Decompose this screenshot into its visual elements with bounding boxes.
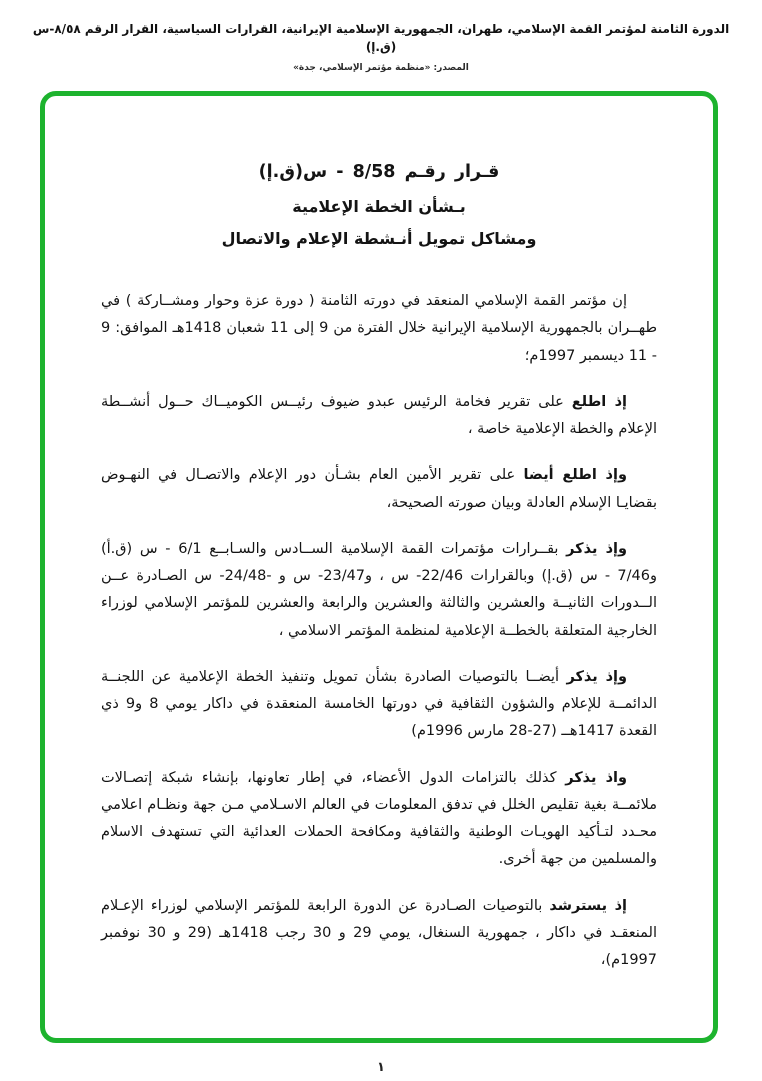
document-content bbox=[45, 96, 713, 974]
header-source: المصدر: «منظمة مؤتمر الإسلامي، جدة» bbox=[293, 63, 469, 73]
paragraph-lead: إذ يسترشد bbox=[549, 897, 627, 914]
document-header bbox=[0, 0, 762, 73]
resolution-number-title: قـرار رقـم 8/58 - س(ق.إ) bbox=[258, 162, 500, 182]
paragraph-text: على تقرير الأمين العام بشـأن دور الإعلام والاتصـال في النهـوض بقضايـا الإسلام العادلة وبيان صورته الصحيحة، bbox=[101, 467, 657, 511]
paragraph bbox=[101, 536, 657, 645]
resolution-subject-title: بـشأن الخطة الإعلامية bbox=[292, 197, 466, 216]
header-citation: الدورة الثامنة لمؤتمر القمة الإسلامي، طهران، الجمهورية الإسلامية الإيرانية، القرارات السياسية، القرار الرقم ٨/٥٨-س (ق.إ) bbox=[32, 22, 730, 54]
page-number: ١ bbox=[377, 1060, 385, 1075]
paragraph-lead: وإذ يذكر bbox=[566, 540, 627, 557]
paragraph bbox=[101, 462, 657, 517]
resolution-title-block bbox=[101, 162, 657, 248]
green-border-frame bbox=[40, 91, 718, 1043]
paragraph-text: أيضــا بالتوصيات الصادرة بشأن تمويل وتنفيذ الخطة الإعلامية عن اللجنــة الدائمــة للإعلام والشؤون الثقافية في دورتها الخامسة المنعقدة في داكار يومي 8 و9 ذي القعدة 1417هــ (27-28 مارس 1996م) bbox=[101, 668, 657, 740]
paragraph-text: بقــرارات مؤتمرات القمة الإسلامية الســادس والسـابــع 6/1 - س (ق.أ) و7/46 - س (ق.إ) وبالقرارات 22/46- س ، و23/47- س و -24/48- س الصـادرة عــن الــدورات الثانيــة والعشرين والثالثة والعشرين والرابعة والعشرين للمؤتمر الإسلامي لوزراء الخارجية المتعلقة بالخطــة الإعلامية لمنظمة المؤتمر الاسلامي ، bbox=[101, 540, 657, 639]
document-body bbox=[101, 288, 657, 974]
paragraph bbox=[101, 765, 657, 874]
paragraph-text: كذلك بالتزامات الدول الأعضاء، في إطار تعاونها، بإنشاء شبكة إتصـالات ملائمــة بغية تقليص الخلل في تدفق المعلومات في العالم الاسـلامي مـن جهة ونظـام اعلامي محـدد لتـأكيد الهويـات الوطنية والثقافية ومكافحة الحملات العدائية التي تستهدف الاسلام والمسلمين من جهة أخرى. bbox=[101, 769, 657, 868]
paragraph bbox=[101, 664, 657, 746]
paragraph-lead: واذ يذكر bbox=[565, 769, 627, 786]
paragraph-lead: إذ اطلع bbox=[571, 393, 627, 410]
paragraph-preamble bbox=[101, 288, 657, 370]
paragraph-text: إن مؤتمر القمة الإسلامي المنعقد في دورته الثامنة ( دورة عزة وحوار ومشــاركة ) في طهــران بالجمهورية الإسلامية الإيرانية خلال الفترة من 9 إلى 11 شعبان 1418هـ الموافق: 9 - 11 ديسمبر 1997م؛ bbox=[101, 293, 657, 364]
paragraph-text: على تقرير فخامة الرئيس عبدو ضيوف رئيــس الكوميــاك حــول أنشــطة الإعلام والخطة الإعلامية خاصة ، bbox=[101, 393, 657, 437]
resolution-subtitle: ومشاكل تمويل أنـشطة الإعلام والاتصال bbox=[221, 229, 537, 248]
paragraph-lead: وإذ اطلع أيضا bbox=[523, 467, 627, 484]
paragraph bbox=[101, 389, 657, 444]
paragraph-text: بالتوصيات الصـادرة عن الدورة الرابعة للمؤتمر الإسلامي لوزراء الإعـلام المنعقـد في داكار ، جمهورية السنغال، يومي 29 و 30 رجب 1418هـ (29 و 30 نوفمبر 1997م)، bbox=[101, 897, 657, 968]
paragraph-lead: وإذ يذكر bbox=[566, 668, 627, 685]
paragraph bbox=[101, 893, 657, 975]
